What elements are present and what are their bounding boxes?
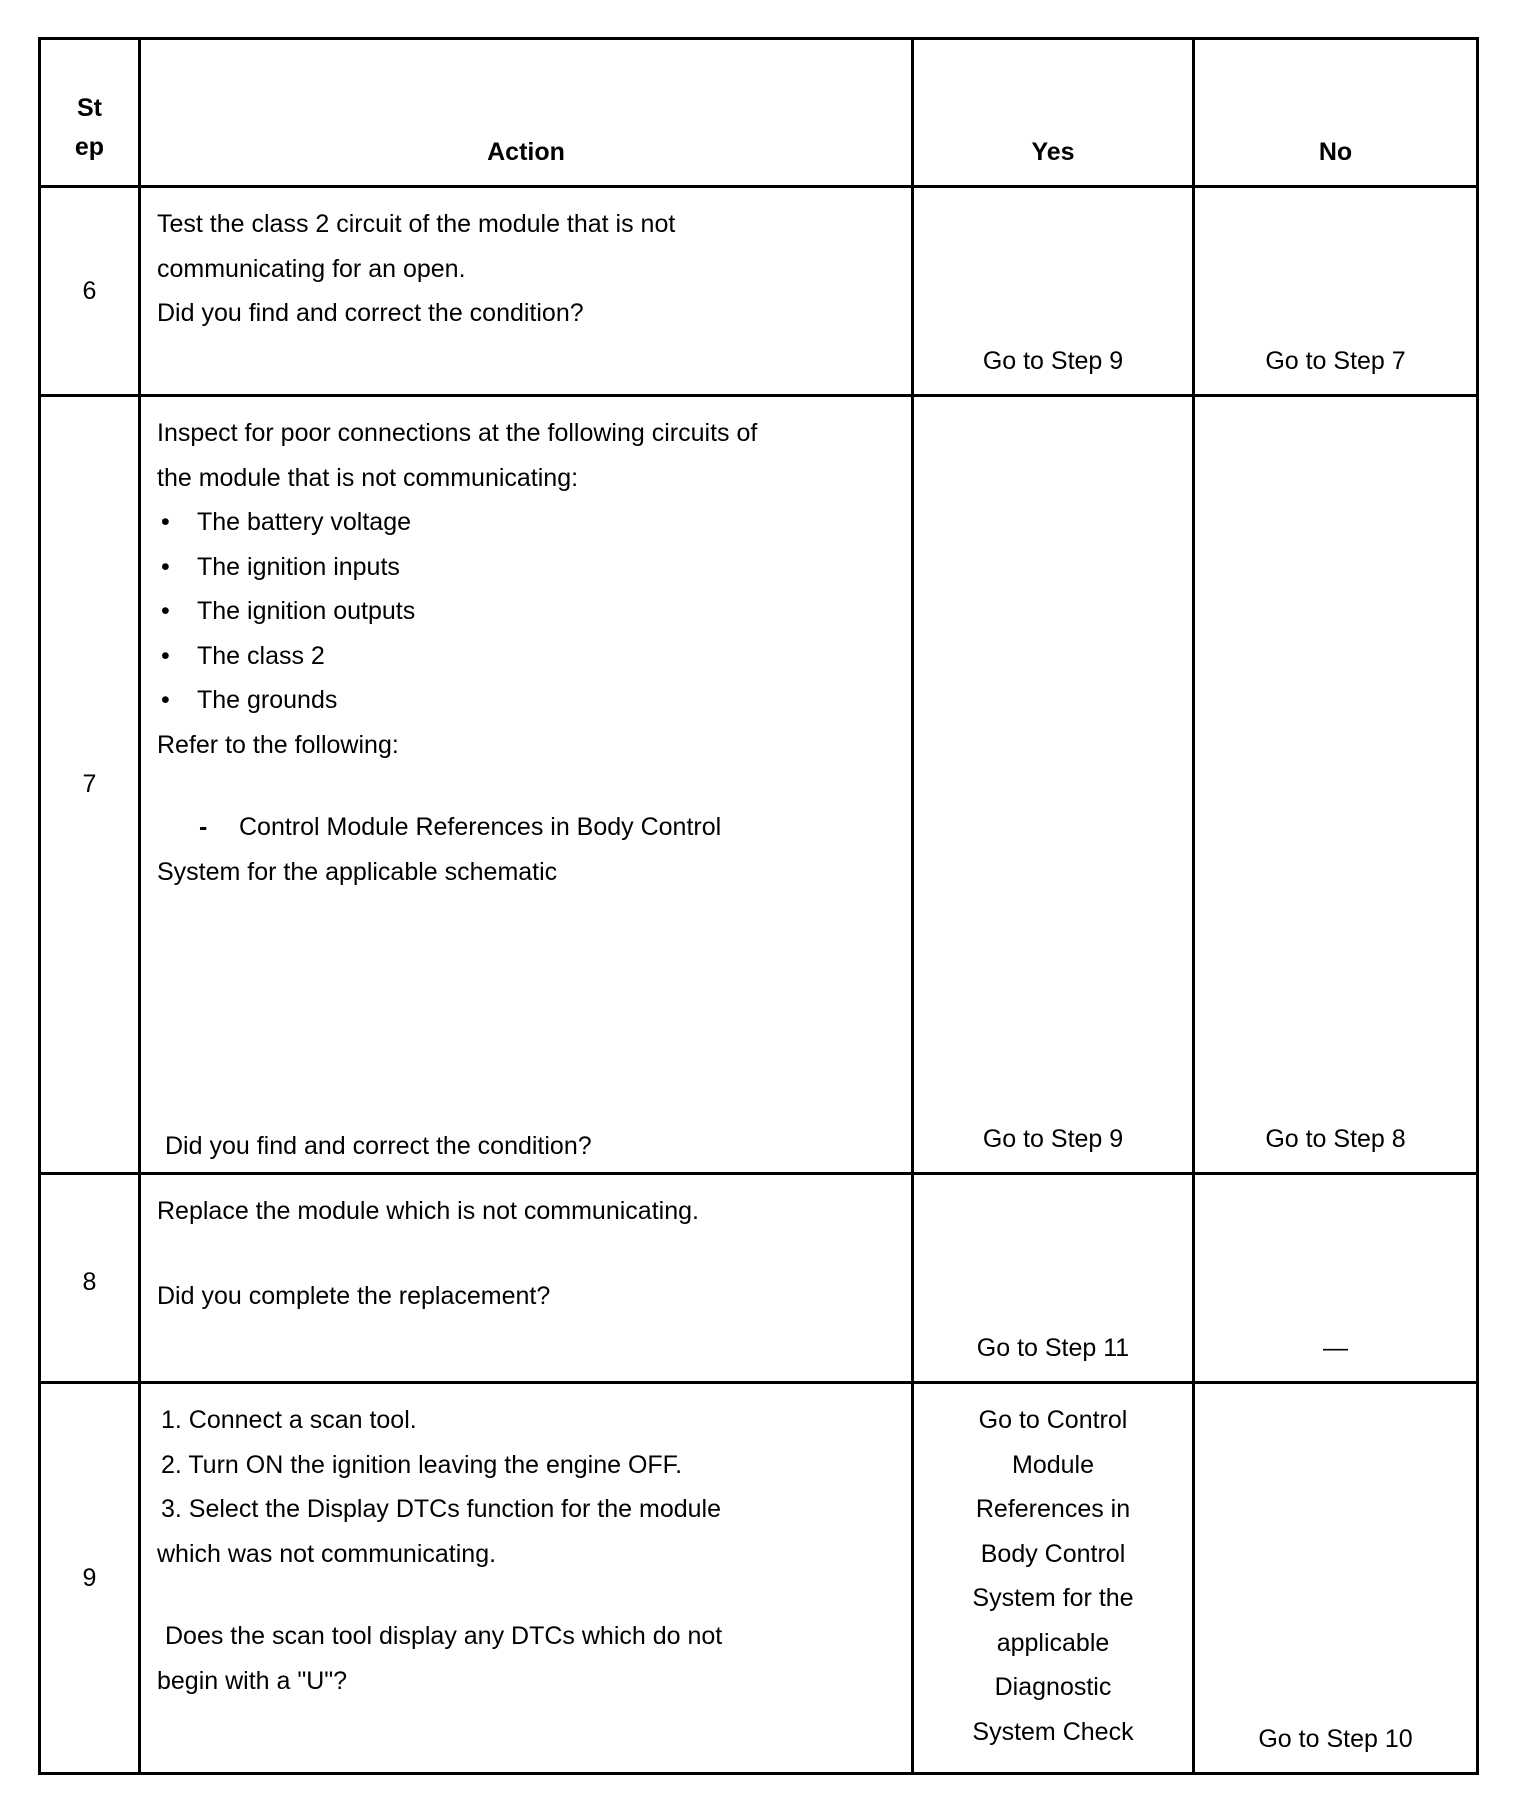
header-step [40,39,140,187]
yes-cell [913,1383,1194,1774]
table-row-step-8 [40,1174,1478,1383]
header-row [40,39,1478,187]
action-line: the module that is not communicating: [157,463,579,492]
yes-line: References in [975,1495,1131,1523]
yes-line: applicable [996,1628,1110,1657]
table-row-step-6 [40,187,1478,396]
yes-line: Body Control [980,1539,1126,1568]
numbered-item: 1. Connect a scan tool. [161,1406,417,1434]
bullet-item: • The class 2 [157,634,895,679]
yes-line: System for the [972,1584,1134,1612]
no-cell: Go to Step 8 [1194,396,1478,1174]
action-line: Inspect for poor connections at the following circuits of [157,419,758,447]
bullet-item: • The ignition inputs [157,545,895,590]
bullet-item: • The battery voltage [157,500,895,545]
question-line: begin with a "U"? [157,1666,348,1695]
bullet-item: • The ignition outputs [157,589,895,634]
header-step-line2: ep [74,133,105,161]
bullet-item: • The grounds [157,678,895,723]
step-number: 8 [40,1174,140,1383]
numbered-item: 3. Select the Display DTCs function for the module [161,1495,721,1523]
action-cell [140,396,913,1174]
dash-continuation: System for the applicable schematic [157,857,558,886]
numbered-item: 2. Turn ON the ignition leaving the engine OFF. [161,1450,683,1479]
action-line: communicating for an open. [157,254,466,283]
step-number: 7 [40,396,140,1174]
refer-line: Refer to the following: [157,730,399,759]
yes-line: Module [1012,1450,1094,1479]
question-line: Does the scan tool display any DTCs which do not [165,1622,723,1650]
table-row-step-7 [40,396,1478,1174]
step-number: 6 [40,187,140,396]
question-line: Did you find and correct the condition? [165,1132,592,1160]
no-cell: — [1194,1174,1478,1383]
dash-item [157,805,895,850]
header-no: No [1194,39,1478,187]
yes-line: System Check [972,1717,1134,1746]
action-line: Did you complete the replacement? [157,1281,551,1310]
yes-line: Diagnostic [994,1673,1112,1701]
action-cell [140,1383,913,1774]
action-cell [140,1174,913,1383]
step-number: 9 [40,1383,140,1774]
yes-cell: Go to Step 9 [913,187,1194,396]
table-row-step-9 [40,1383,1478,1774]
no-cell: Go to Step 10 [1194,1383,1478,1774]
yes-line: Go to Control [978,1406,1128,1434]
dash-text: Control Module References in Body Control [239,813,722,841]
header-action: Action [140,39,913,187]
header-step-line1: St [77,94,102,122]
numbered-continuation: which was not communicating. [157,1539,497,1568]
dash-marker: - [199,813,208,841]
diagnostic-table [38,37,1479,1775]
no-cell: Go to Step 7 [1194,187,1478,396]
header-yes: Yes [913,39,1194,187]
action-cell [140,187,913,396]
action-line: Did you find and correct the condition? [157,299,584,327]
yes-cell: Go to Step 9 [913,396,1194,1174]
action-line: Replace the module which is not communicating. [157,1197,699,1225]
action-line: Test the class 2 circuit of the module that is not [157,210,676,238]
yes-cell: Go to Step 11 [913,1174,1194,1383]
